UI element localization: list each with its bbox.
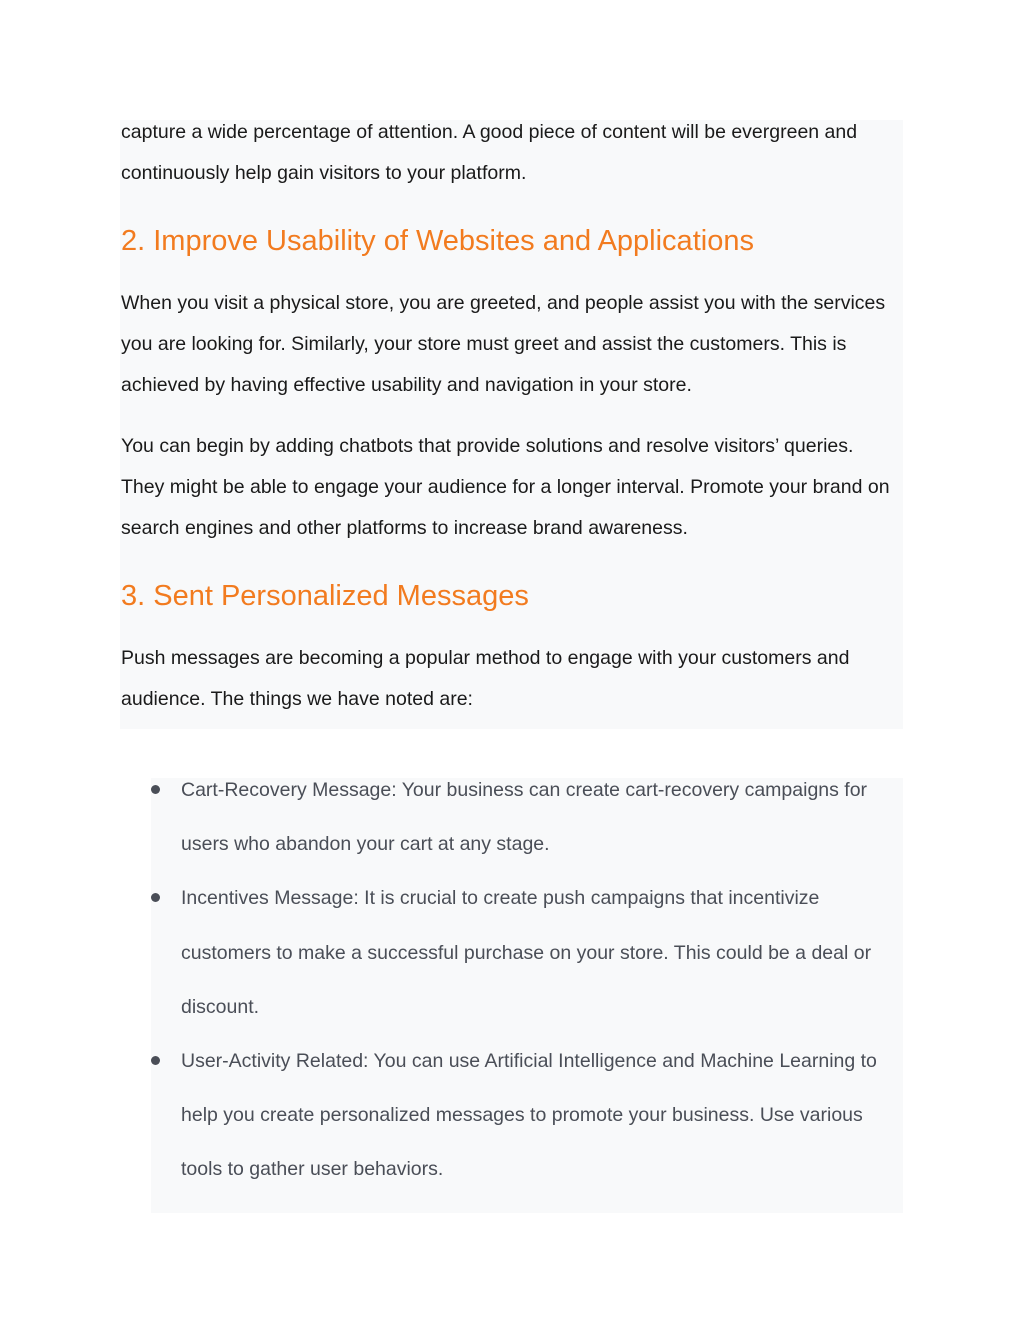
list-item-text: Incentives Message: It is crucial to create push campaigns that incentivize customers to make a successful purchase on your store. This could be a deal or discount.: [181, 887, 872, 1018]
section-2-paragraph-2: You can begin by adding chatbots that provide solutions and resolve visitors’ queries. They might be able to engage your audience for a longer interval. Promote your brand on search engines and other platforms to increase brand awareness.: [121, 435, 890, 539]
section-2-paragraph-1: When you visit a physical store, you are greeted, and people assist you with the services you are looking for. Similarly, your store must greet and assist the customers. This is achieved by having effective usability and navigation in your store.: [121, 292, 886, 396]
section-2-heading: 2. Improve Usability of Websites and Applications: [121, 225, 754, 257]
bullet-icon: [151, 785, 160, 794]
list-item-text: User-Activity Related: You can use Artificial Intelligence and Machine Learning to help you create personalized messages to promote your business. Use various tools to gather user behaviors.: [181, 1050, 877, 1181]
bullet-icon: [151, 1056, 160, 1065]
list-item: [151, 763, 903, 871]
list-item: [151, 871, 903, 1034]
bullet-list: [151, 763, 903, 1197]
list-item: [151, 1034, 903, 1197]
bullet-icon: [151, 893, 160, 902]
intro-paragraph: capture a wide percentage of attention. A good piece of content will be evergreen and continuously help gain visitors to your platform.: [121, 121, 858, 184]
section-3-paragraph-1: Push messages are becoming a popular method to engage with your customers and audience. The things we have noted are:: [121, 647, 850, 710]
section-3-heading: 3. Sent Personalized Messages: [121, 580, 529, 612]
list-item-text: Cart-Recovery Message: Your business can create cart-recovery campaigns for users who abandon your cart at any stage.: [181, 779, 868, 856]
